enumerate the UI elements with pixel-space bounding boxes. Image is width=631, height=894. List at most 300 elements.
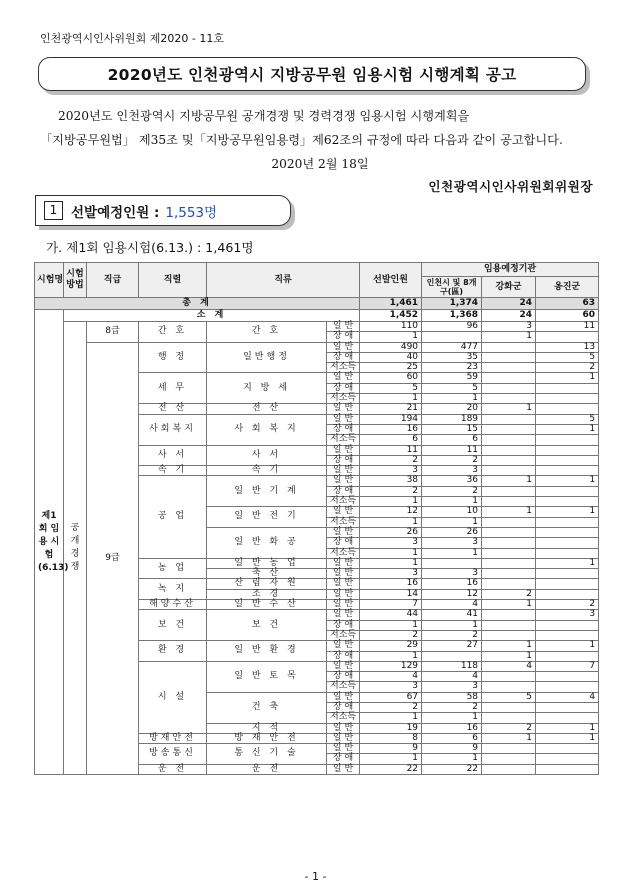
value-sel: 3 (360, 466, 422, 476)
section-label: 선발예정인원 : (71, 204, 160, 221)
type-cell: 장 애 (327, 424, 360, 434)
value-inc: 9 (422, 744, 482, 754)
value-sel: 2 (360, 630, 422, 640)
value-gh (482, 414, 536, 424)
value-inc: 15 (422, 424, 482, 434)
value-inc: 20 (422, 404, 482, 414)
signer: 인천광역시인사위원회위원장 (428, 179, 593, 194)
series-cell: 보 건 (139, 610, 207, 641)
value-oj (536, 527, 599, 537)
announcement-date: 2020년 2월 18일 (271, 157, 369, 171)
page-title: 2020년도 인천광역시 지방공무원 임용시험 시행계획 공고 (38, 57, 586, 91)
value-inc: 1 (422, 394, 482, 404)
value-gh: 5 (482, 692, 536, 702)
value-inc: 16 (422, 579, 482, 589)
value-gh (482, 672, 536, 682)
value-oj: 2 (536, 600, 599, 610)
value-oj: 1 (536, 507, 599, 517)
value-sel: 1 (360, 713, 422, 723)
type-cell: 장 애 (327, 455, 360, 465)
class-cell: 일 반 기 계 (207, 476, 327, 507)
value-oj (536, 332, 599, 342)
value-inc: 41 (422, 610, 482, 620)
value-sel: 8 (360, 733, 422, 743)
value-oj (536, 579, 599, 589)
intro-paragraph (40, 104, 600, 176)
value-gh: 1 (482, 651, 536, 661)
value-gh (482, 383, 536, 393)
class-cell: 산 림 자 원 (207, 579, 327, 589)
type-cell: 장 애 (327, 702, 360, 712)
type-cell: 일 반 (327, 569, 360, 579)
value-inc (422, 332, 482, 342)
value-oj (536, 445, 599, 455)
value-inc: 118 (422, 661, 482, 671)
value-inc: 1 (422, 713, 482, 723)
value-sel: 38 (360, 476, 422, 486)
type-cell: 장 애 (327, 352, 360, 362)
value-sel: 1 (360, 558, 422, 568)
value-inc: 4 (422, 600, 482, 610)
section-value: 1,553명 (165, 204, 218, 221)
value-gh (482, 569, 536, 579)
class-cell: 방 재 안 전 (207, 733, 327, 743)
value-sel: 110 (360, 322, 422, 332)
type-cell: 저소득 (327, 517, 360, 527)
value-oj (536, 435, 599, 445)
value-sel: 14 (360, 589, 422, 599)
type-cell: 일 반 (327, 733, 360, 743)
value-gh (482, 445, 536, 455)
type-cell: 일 반 (327, 414, 360, 424)
value-oj: 2 (536, 363, 599, 373)
value-oj: 1 (536, 373, 599, 383)
subtotal-oj: 60 (536, 310, 599, 322)
value-sel: 4 (360, 672, 422, 682)
value-gh (482, 630, 536, 640)
value-gh (482, 620, 536, 630)
value-sel: 1 (360, 620, 422, 630)
type-cell: 저소득 (327, 435, 360, 445)
value-oj (536, 455, 599, 465)
value-inc: 6 (422, 733, 482, 743)
value-inc: 23 (422, 363, 482, 373)
value-oj (536, 383, 599, 393)
series-cell: 운 전 (139, 764, 207, 774)
value-gh: 2 (482, 589, 536, 599)
value-oj (536, 682, 599, 692)
value-oj: 7 (536, 661, 599, 671)
total-row (35, 298, 599, 310)
class-cell: 조 경 (207, 589, 327, 599)
value-inc: 3 (422, 682, 482, 692)
value-gh: 1 (482, 600, 536, 610)
value-inc: 11 (422, 445, 482, 455)
value-inc: 2 (422, 486, 482, 496)
value-sel: 1 (360, 497, 422, 507)
class-cell: 건 축 (207, 692, 327, 723)
value-oj: 1 (536, 558, 599, 568)
class-cell: 지 적 (207, 723, 327, 733)
total-selected: 1,461 (360, 298, 422, 310)
value-sel: 16 (360, 424, 422, 434)
value-oj: 1 (536, 723, 599, 733)
value-oj (536, 569, 599, 579)
value-sel: 44 (360, 610, 422, 620)
value-gh (482, 466, 536, 476)
type-cell: 장 애 (327, 672, 360, 682)
type-cell: 일 반 (327, 723, 360, 733)
value-gh (482, 394, 536, 404)
value-gh: 4 (482, 661, 536, 671)
value-sel: 40 (360, 352, 422, 362)
type-cell: 저소득 (327, 682, 360, 692)
value-oj (536, 744, 599, 754)
col-ongjin: 옹진군 (536, 277, 599, 298)
type-cell: 일 반 (327, 466, 360, 476)
value-inc: 1 (422, 497, 482, 507)
value-gh (482, 764, 536, 774)
value-gh (482, 497, 536, 507)
value-sel: 2 (360, 702, 422, 712)
value-oj (536, 394, 599, 404)
series-cell: 전 산 (139, 404, 207, 414)
series-cell: 세 무 (139, 373, 207, 404)
value-inc: 477 (422, 342, 482, 352)
value-sel: 19 (360, 723, 422, 733)
method-cell: 공개 경쟁 (64, 322, 87, 775)
table-row (35, 322, 599, 332)
value-inc (422, 558, 482, 568)
class-cell: 통 신 기 술 (207, 744, 327, 765)
type-cell: 장 애 (327, 754, 360, 764)
type-cell: 장 애 (327, 620, 360, 630)
value-inc: 16 (422, 723, 482, 733)
value-oj (536, 497, 599, 507)
type-cell: 일 반 (327, 507, 360, 517)
col-series: 직렬 (139, 263, 207, 298)
value-sel: 7 (360, 600, 422, 610)
col-incheon: 인천시 및 8개 구(區) (422, 277, 482, 298)
value-sel: 3 (360, 569, 422, 579)
value-inc: 6 (422, 435, 482, 445)
value-gh (482, 548, 536, 558)
type-cell: 일 반 (327, 641, 360, 651)
value-inc: 3 (422, 569, 482, 579)
value-sel: 25 (360, 363, 422, 373)
value-gh (482, 713, 536, 723)
series-cell: 녹 지 (139, 579, 207, 600)
type-cell: 장 애 (327, 651, 360, 661)
series-cell: 방재안전 (139, 733, 207, 743)
col-exam: 시험명 (35, 263, 64, 298)
col-selected: 선발인원 (360, 263, 422, 298)
value-inc: 5 (422, 383, 482, 393)
value-inc: 1 (422, 548, 482, 558)
value-oj (536, 517, 599, 527)
value-gh (482, 702, 536, 712)
subtotal-gh: 24 (482, 310, 536, 322)
type-cell: 일 반 (327, 610, 360, 620)
value-inc: 189 (422, 414, 482, 424)
class-cell: 운 전 (207, 764, 327, 774)
value-inc (422, 651, 482, 661)
series-cell: 간 호 (139, 322, 207, 343)
grade-9-cell: 9급 (87, 342, 139, 774)
value-oj: 4 (536, 692, 599, 702)
value-oj (536, 404, 599, 414)
type-cell: 일 반 (327, 322, 360, 332)
value-oj (536, 630, 599, 640)
type-cell: 일 반 (327, 342, 360, 352)
value-oj (536, 754, 599, 764)
series-cell: 해양수산 (139, 600, 207, 610)
grade-8-cell: 8급 (87, 322, 139, 343)
series-cell: 사 서 (139, 445, 207, 466)
type-cell: 저소득 (327, 713, 360, 723)
page-number: - 1 - (304, 870, 327, 883)
type-cell: 일 반 (327, 600, 360, 610)
type-cell: 저소득 (327, 394, 360, 404)
subtotal-row (35, 310, 599, 322)
value-gh (482, 682, 536, 692)
value-inc: 59 (422, 373, 482, 383)
value-gh (482, 424, 536, 434)
class-cell: 간 호 (207, 322, 327, 343)
col-agency: 임용예정기관 (422, 263, 599, 277)
intro-line-1: 2020년도 인천광역시 지방공무원 공개경쟁 및 경력경쟁 임용시험 시행계획을 (58, 109, 470, 123)
total-incheon: 1,374 (422, 298, 482, 310)
value-gh: 1 (482, 476, 536, 486)
value-sel: 5 (360, 383, 422, 393)
value-sel: 1 (360, 332, 422, 342)
series-cell: 방송통신 (139, 744, 207, 765)
total-ganghwa: 24 (482, 298, 536, 310)
value-gh (482, 558, 536, 568)
series-cell: 행 정 (139, 342, 207, 373)
value-gh (482, 435, 536, 445)
document-number: 인천광역시인사위원회 제2020 - 11호 (40, 32, 224, 45)
value-oj (536, 702, 599, 712)
total-label: 총 계 (35, 298, 360, 310)
type-cell: 일 반 (327, 558, 360, 568)
class-cell: 전 산 (207, 404, 327, 414)
value-oj (536, 672, 599, 682)
class-cell: 일 반 수 산 (207, 600, 327, 610)
type-cell: 장 애 (327, 332, 360, 342)
class-cell: 속 기 (207, 466, 327, 476)
value-sel: 11 (360, 445, 422, 455)
type-cell: 일 반 (327, 373, 360, 383)
type-cell: 일 반 (327, 692, 360, 702)
type-cell: 일 반 (327, 744, 360, 754)
type-cell: 일 반 (327, 764, 360, 774)
value-sel: 21 (360, 404, 422, 414)
col-method: 시험방법 (64, 263, 87, 298)
value-inc: 3 (422, 466, 482, 476)
series-cell: 사회복지 (139, 414, 207, 445)
value-gh (482, 754, 536, 764)
value-gh: 2 (482, 723, 536, 733)
value-oj: 1 (536, 733, 599, 743)
value-inc: 2 (422, 630, 482, 640)
class-cell: 일반행정 (207, 342, 327, 373)
type-cell: 저소득 (327, 497, 360, 507)
value-inc: 36 (422, 476, 482, 486)
value-inc: 2 (422, 455, 482, 465)
value-gh: 1 (482, 733, 536, 743)
series-cell: 환 경 (139, 641, 207, 662)
value-inc: 1 (422, 754, 482, 764)
value-gh (482, 538, 536, 548)
value-gh: 1 (482, 404, 536, 414)
class-cell: 일 반 농 업 (207, 558, 327, 568)
intro-line-2: 「지방공무원법」 제35조 및「지방공무원임용령」제62조의 규정에 따라 다음과 같이 공고합니다. (40, 133, 563, 147)
class-cell: 사 회 복 지 (207, 414, 327, 445)
value-gh (482, 455, 536, 465)
series-cell: 시 설 (139, 661, 207, 733)
value-sel: 60 (360, 373, 422, 383)
value-sel: 3 (360, 538, 422, 548)
value-oj (536, 548, 599, 558)
value-inc: 10 (422, 507, 482, 517)
col-class: 직류 (207, 263, 360, 298)
type-cell: 일 반 (327, 589, 360, 599)
value-gh (482, 610, 536, 620)
type-cell: 저소득 (327, 630, 360, 640)
value-sel: 194 (360, 414, 422, 424)
section-number: 1 (44, 201, 63, 220)
value-inc: 1 (422, 620, 482, 630)
value-gh (482, 373, 536, 383)
col-ganghwa: 강화군 (482, 277, 536, 298)
subtotal-inc: 1,368 (422, 310, 482, 322)
value-sel: 3 (360, 682, 422, 692)
type-cell: 저소득 (327, 548, 360, 558)
type-cell: 장 애 (327, 538, 360, 548)
value-oj: 5 (536, 352, 599, 362)
value-gh (482, 363, 536, 373)
type-cell: 일 반 (327, 579, 360, 589)
class-cell: 일 반 전 기 (207, 507, 327, 528)
value-inc: 26 (422, 527, 482, 537)
value-inc: 96 (422, 322, 482, 332)
value-sel: 67 (360, 692, 422, 702)
section-heading (35, 195, 291, 226)
value-sel: 29 (360, 641, 422, 651)
recruitment-table (34, 262, 599, 775)
value-inc: 1 (422, 517, 482, 527)
value-sel: 12 (360, 507, 422, 517)
value-oj (536, 538, 599, 548)
value-inc: 27 (422, 641, 482, 651)
class-cell: 일 반 환 경 (207, 641, 327, 662)
class-cell: 사 서 (207, 445, 327, 466)
value-sel: 26 (360, 527, 422, 537)
series-cell: 농 업 (139, 558, 207, 579)
type-cell: 일 반 (327, 445, 360, 455)
value-inc: 35 (422, 352, 482, 362)
value-sel: 1 (360, 548, 422, 558)
value-sel: 6 (360, 435, 422, 445)
value-oj (536, 713, 599, 723)
value-gh (482, 352, 536, 362)
type-cell: 장 애 (327, 383, 360, 393)
value-oj (536, 589, 599, 599)
value-oj: 1 (536, 641, 599, 651)
value-inc: 22 (422, 764, 482, 774)
value-sel: 16 (360, 579, 422, 589)
exam-name-cell: 제1회 임 용 시 험 (6.13) (35, 310, 64, 775)
value-sel: 1 (360, 754, 422, 764)
value-sel: 129 (360, 661, 422, 671)
value-inc: 4 (422, 672, 482, 682)
total-ongjin: 63 (536, 298, 599, 310)
class-cell: 축 산 (207, 569, 327, 579)
class-cell: 보 건 (207, 610, 327, 641)
subheading: 가. 제1회 임용시험(6.13.) : 1,461명 (46, 240, 254, 255)
value-sel: 2 (360, 486, 422, 496)
series-cell: 속 기 (139, 466, 207, 476)
value-oj (536, 466, 599, 476)
value-sel: 2 (360, 455, 422, 465)
value-gh (482, 579, 536, 589)
type-cell: 일 반 (327, 661, 360, 671)
type-cell: 저소득 (327, 363, 360, 373)
subtotal-sel: 1,452 (360, 310, 422, 322)
value-oj: 11 (536, 322, 599, 332)
type-cell: 장 애 (327, 486, 360, 496)
value-oj (536, 651, 599, 661)
value-gh (482, 744, 536, 754)
value-oj: 13 (536, 342, 599, 352)
class-cell: 일 반 토 목 (207, 661, 327, 692)
value-oj: 1 (536, 424, 599, 434)
value-oj: 3 (536, 610, 599, 620)
value-inc: 12 (422, 589, 482, 599)
type-cell: 일 반 (327, 527, 360, 537)
table-row (35, 342, 599, 352)
col-grade: 직급 (87, 263, 139, 298)
value-sel: 1 (360, 517, 422, 527)
value-oj (536, 620, 599, 630)
value-sel: 1 (360, 394, 422, 404)
class-cell: 일 반 화 공 (207, 527, 327, 558)
value-sel: 22 (360, 764, 422, 774)
value-gh: 3 (482, 322, 536, 332)
value-oj: 5 (536, 414, 599, 424)
value-gh: 1 (482, 641, 536, 651)
type-cell: 일 반 (327, 476, 360, 486)
value-inc: 2 (422, 702, 482, 712)
value-gh (482, 342, 536, 352)
value-gh (482, 486, 536, 496)
value-oj: 1 (536, 476, 599, 486)
value-gh (482, 527, 536, 537)
class-cell: 지 방 세 (207, 373, 327, 404)
value-oj (536, 764, 599, 774)
value-gh: 1 (482, 332, 536, 342)
value-inc: 58 (422, 692, 482, 702)
value-sel: 490 (360, 342, 422, 352)
value-oj (536, 486, 599, 496)
value-gh: 1 (482, 507, 536, 517)
value-inc: 3 (422, 538, 482, 548)
series-cell: 공 업 (139, 476, 207, 558)
type-cell: 일 반 (327, 404, 360, 414)
value-sel: 1 (360, 651, 422, 661)
subtotal-label: 소 계 (64, 310, 360, 322)
